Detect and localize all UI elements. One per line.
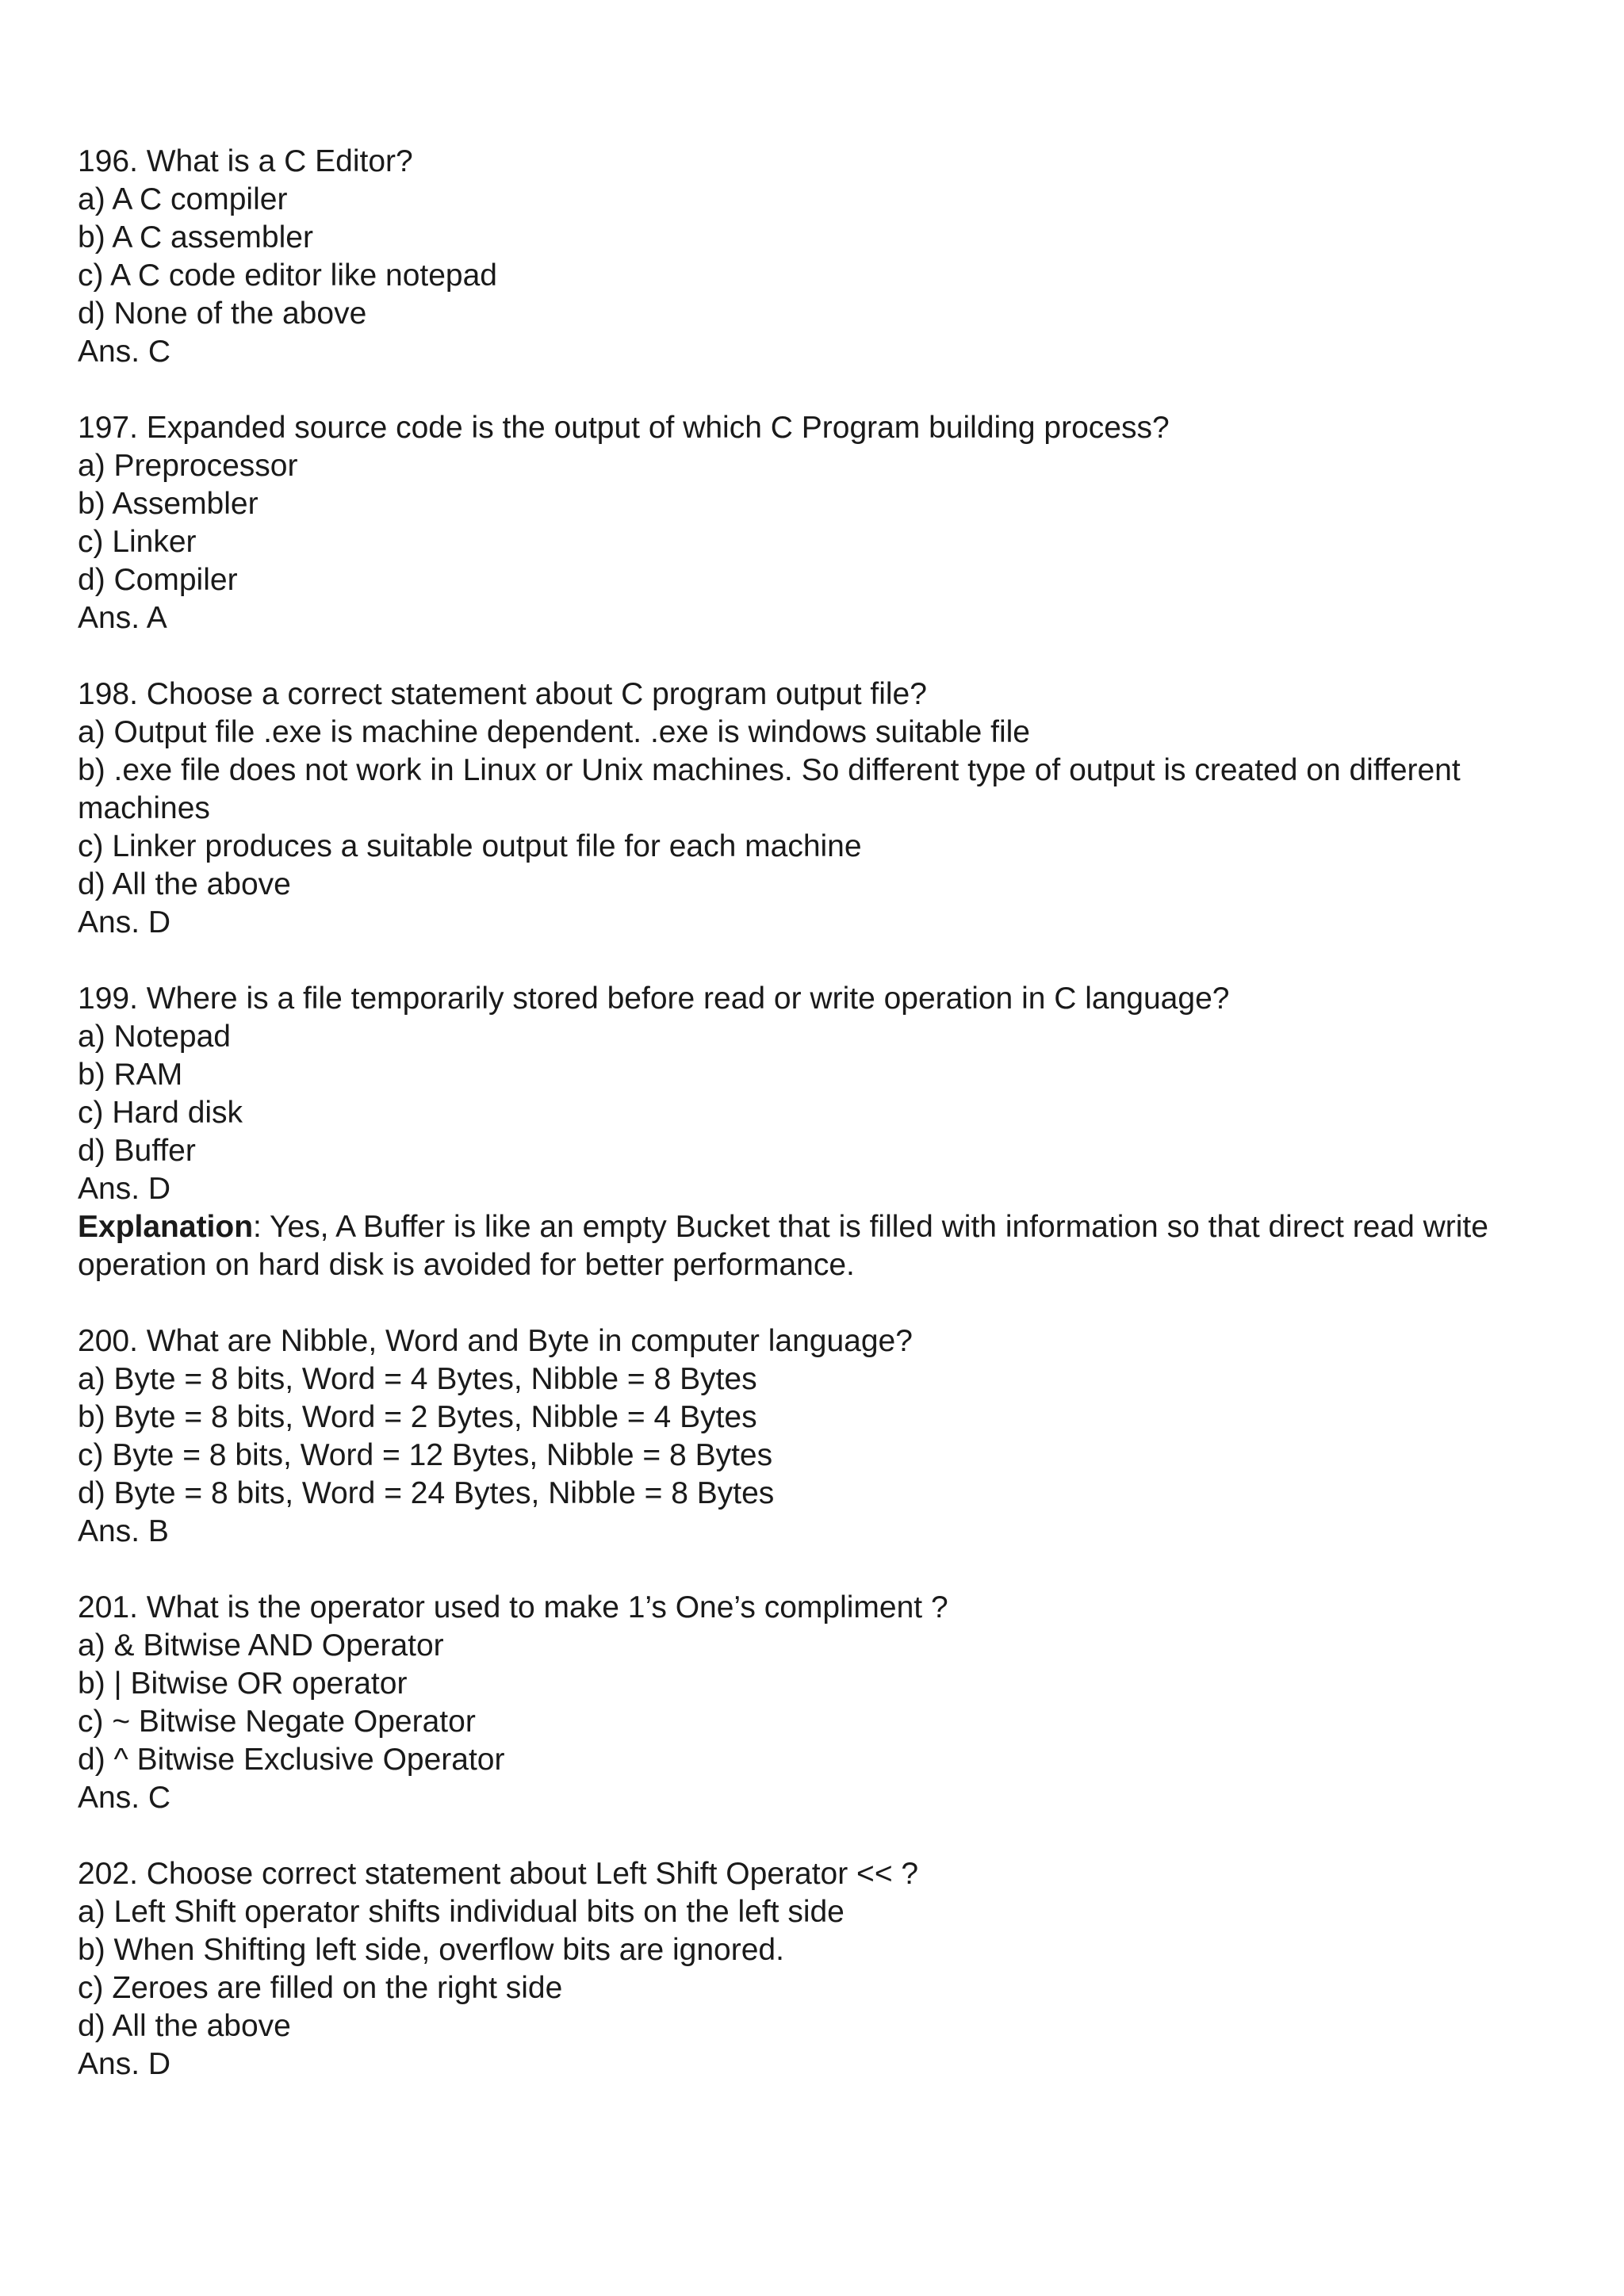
question-text: 199. Where is a file temporarily stored before read or write operation in C language?: [78, 982, 1230, 1016]
answer: Ans. C: [78, 1781, 171, 1815]
option-c: c) ~ Bitwise Negate Operator: [78, 1705, 476, 1739]
question-200: [78, 1322, 1568, 1551]
option-d: d) Buffer: [78, 1134, 196, 1168]
question-text: 198. Choose a correct statement about C program output file?: [78, 677, 927, 711]
question-198: [78, 675, 1568, 942]
option-c: c) Linker produces a suitable output file for each machine: [78, 829, 862, 863]
option-c: c) Byte = 8 bits, Word = 12 Bytes, Nibble = 8 Bytes: [78, 1438, 773, 1472]
question-text: 200. What are Nibble, Word and Byte in computer language?: [78, 1324, 913, 1358]
explanation: [78, 1208, 1537, 1284]
answer: Ans. D: [78, 2047, 171, 2081]
option-b: b) RAM: [78, 1058, 183, 1092]
option-d: d) Byte = 8 bits, Word = 24 Bytes, Nibble = 8 Bytes: [78, 1476, 775, 1510]
answer: Ans. D: [78, 1172, 171, 1206]
option-d: d) All the above: [78, 867, 291, 901]
option-b: b) When Shifting left side, overflow bits are ignored.: [78, 1933, 784, 1967]
option-a: a) Notepad: [78, 1020, 231, 1054]
option-c: c) Hard disk: [78, 1096, 243, 1130]
option-c: c) Zeroes are filled on the right side: [78, 1971, 563, 2005]
document-page: [78, 143, 1568, 2122]
explanation-text: : Yes, A Buffer is like an empty Bucket that is filled with information so that direct read write operation on hard disk is avoided for better performance.: [78, 1210, 1497, 1282]
question-text: 201. What is the operator used to make 1’s One’s compliment ?: [78, 1590, 948, 1624]
option-a: a) Output file .exe is machine dependent. .exe is windows suitable file: [78, 715, 1031, 749]
question-text: 202. Choose correct statement about Left Shift Operator << ?: [78, 1857, 919, 1891]
option-b: b) Byte = 8 bits, Word = 2 Bytes, Nibble = 4 Bytes: [78, 1400, 757, 1434]
option-d: d) Compiler: [78, 563, 238, 597]
option-a: a) Preprocessor: [78, 449, 298, 483]
answer: Ans. C: [78, 335, 171, 369]
option-c: c) A C code editor like notepad: [78, 258, 497, 293]
option-a: a) & Bitwise AND Operator: [78, 1628, 444, 1663]
option-b: b) .exe file does not work in Linux or Unix machines. So different type of output is created on different machines: [78, 753, 1469, 825]
question-196: [78, 143, 1568, 371]
option-a: a) A C compiler: [78, 182, 288, 216]
answer: Ans. A: [78, 601, 167, 635]
option-a: a) Left Shift operator shifts individual bits on the left side: [78, 1895, 845, 1929]
option-d: d) ^ Bitwise Exclusive Operator: [78, 1743, 505, 1777]
question-197: [78, 409, 1568, 637]
question-201: [78, 1589, 1568, 1817]
option-b: b) | Bitwise OR operator: [78, 1667, 408, 1701]
question-text: 197. Expanded source code is the output of which C Program building process?: [78, 411, 1170, 445]
question-202: [78, 1855, 1568, 2084]
option-d: d) None of the above: [78, 297, 367, 331]
question-text: 196. What is a C Editor?: [78, 144, 413, 178]
option-c: c) Linker: [78, 525, 197, 559]
answer: Ans. D: [78, 905, 171, 939]
option-d: d) All the above: [78, 2009, 291, 2043]
answer: Ans. B: [78, 1514, 169, 1548]
option-b: b) Assembler: [78, 487, 259, 521]
question-199: [78, 980, 1568, 1284]
option-b: b) A C assembler: [78, 220, 313, 254]
explanation-label: Explanation: [78, 1210, 254, 1244]
option-a: a) Byte = 8 bits, Word = 4 Bytes, Nibble = 8 Bytes: [78, 1362, 757, 1396]
